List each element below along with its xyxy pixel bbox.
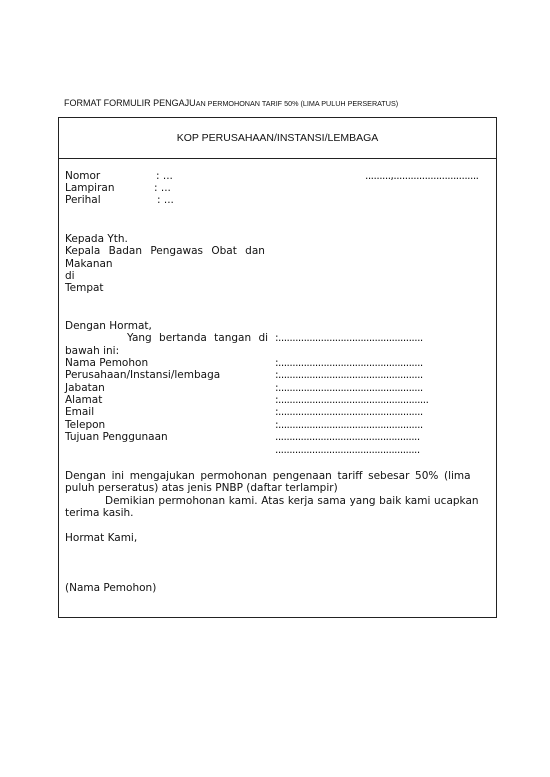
field-label-telepon: Telepon [65,419,106,431]
date-line: .........,.............................. [365,170,479,182]
meta-lampiran-value: : ... [154,182,171,194]
form-frame [58,117,497,618]
recipient-line-1: Kepada Yth. [65,233,128,245]
field-value-jabatan: :................................................... [275,382,423,394]
para2-line-2: terima kasih. [65,507,134,519]
recipient-line-3: Makanan [65,258,113,270]
meta-perihal-label: Perihal [65,194,101,206]
para1-line-2: puluh perseratus) atas jenis PNBP (daftar terlampir) [65,482,338,494]
intro-line-1: Yang bertanda tangan di [127,332,269,344]
signature: (Nama Pemohon) [65,582,157,594]
meta-lampiran-label: Lampiran [65,182,115,194]
field-value-tujuan: ................................................... [275,431,420,443]
recipient-line-5: Tempat [65,282,104,294]
title-main: FORMAT FORMULIR PENGAJU [64,98,196,108]
field-value-email: :................................................... [275,406,423,418]
field-value-telepon: :................................................... [275,419,423,431]
field-label-nama-pemohon: Nama Pemohon [65,357,149,369]
field-value-nama-pemohon: :................................................... [275,357,423,369]
meta-nomor-value: : ... [156,170,173,182]
field-label-alamat: Alamat [65,394,103,406]
field-label-email: Email [65,406,95,418]
field-value-tujuan-2: ................................................... [275,444,420,456]
field-value-alamat: :..................................................... [275,394,429,406]
document-title [64,98,398,108]
field-label-jabatan: Jabatan [65,382,105,394]
field-label-tujuan: Tujuan Penggunaan [65,431,168,443]
meta-nomor-label: Nomor [65,170,101,182]
closing: Hormat Kami, [65,532,138,544]
title-small: AN PERMOHONAN TARIF 50% (LIMA PULUH PERSERATUS) [195,99,399,108]
recipient-line-2: Kepala Badan Pengawas Obat dan [65,245,265,257]
intro-line-2: bawah ini: [65,345,120,357]
meta-perihal-value: : ... [157,194,174,206]
kop-header: KOP PERUSAHAAN/INSTANSI/LEMBAGA [59,118,496,159]
greeting: Dengan Hormat, [65,320,152,332]
field-value-perusahaan: :................................................... [275,369,423,381]
field-label-perusahaan: Perusahaan/Instansi/lembaga [65,369,221,381]
field-value-0: :................................................... [275,332,423,344]
para2-line-1: Demikian permohonan kami. Atas kerja sama yang baik kami ucapkan [105,495,479,507]
recipient-line-4: di [65,270,75,282]
para1-line-1: Dengan ini mengajukan permohonan pengenaan tariff sebesar 50% (lima [65,470,471,482]
